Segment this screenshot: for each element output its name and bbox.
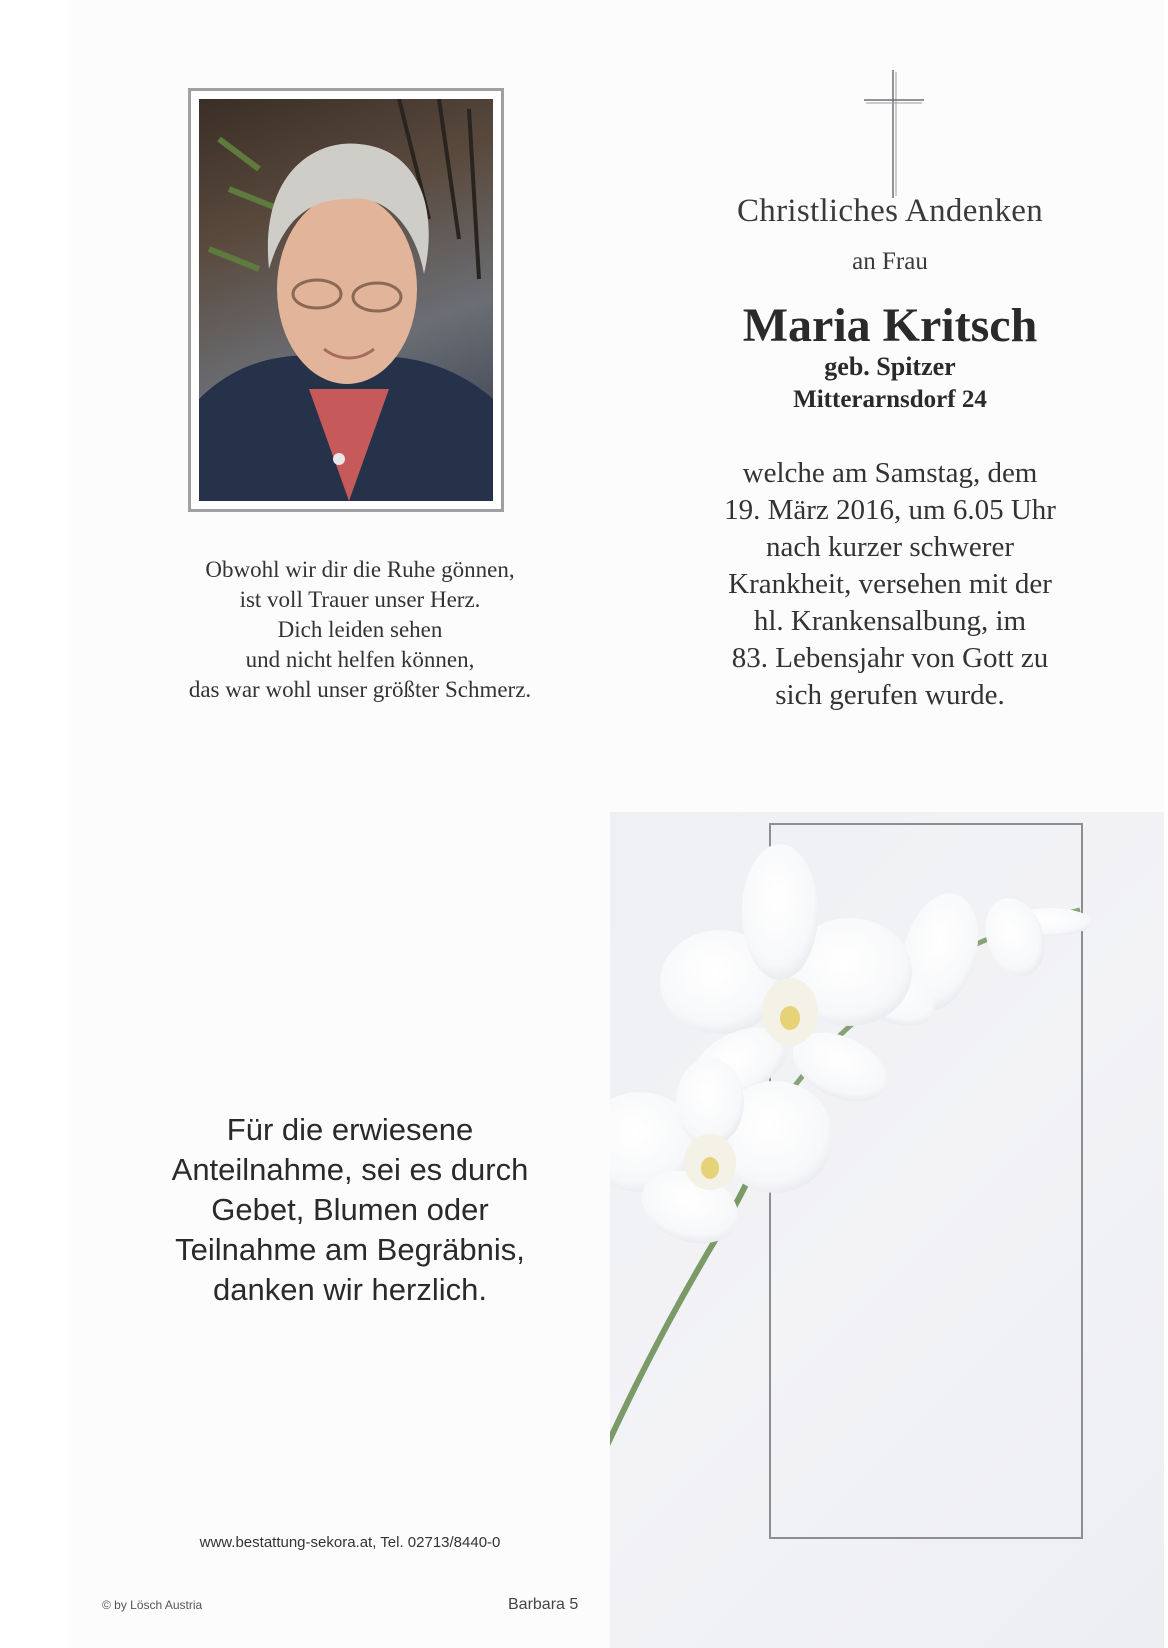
orchid-panel [610, 812, 1164, 1648]
salutation: an Frau [852, 248, 928, 275]
notice-line: hl. Krankensalbung, im [753, 605, 1027, 637]
cross-icon [862, 70, 926, 200]
thanks-line: Teilnahme am Begräbnis, [175, 1232, 525, 1267]
portrait-photo [199, 99, 493, 501]
poem-line: Obwohl wir dir die Ruhe gönnen, [205, 557, 515, 582]
thanks-line: Anteilnahme, sei es durch [171, 1152, 529, 1187]
notice-line: nach kurzer schwerer [766, 531, 1014, 563]
card-heading: Christliches Andenken [736, 193, 1043, 229]
thanks-line: danken wir herzlich. [213, 1272, 487, 1307]
notice-line: Krankheit, versehen mit der [728, 568, 1052, 600]
maiden-name: geb. Spitzer [824, 352, 956, 381]
funeral-home-contact: www.bestattung-sekora.at, Tel. 02713/8440-0 [199, 1534, 501, 1551]
orchid-image [610, 812, 1164, 1648]
thanks-message [140, 1110, 560, 1310]
thanks-line: Für die erwiesene [226, 1112, 474, 1147]
poem-line: Dich leiden sehen [277, 617, 443, 642]
death-notice [690, 455, 1090, 714]
poem-line: das war wohl unser größter Schmerz. [188, 677, 532, 702]
poem-line: und nicht helfen können, [245, 647, 475, 672]
copyright-note: © by Lösch Austria [102, 1598, 203, 1612]
poem-line: ist voll Trauer unser Herz. [239, 587, 481, 612]
notice-line: welche am Samstag, dem [742, 457, 1038, 489]
portrait-photo-frame [188, 88, 504, 512]
card-model-label: Barbara 5 [508, 1596, 579, 1613]
memorial-poem [130, 555, 590, 705]
notice-line: 83. Lebensjahr von Gott zu [731, 642, 1049, 674]
notice-line: 19. März 2016, um 6.05 Uhr [724, 494, 1056, 526]
notice-line: sich gerufen wurde. [775, 679, 1005, 711]
thanks-line: Gebet, Blumen oder [211, 1192, 489, 1227]
residence-address: Mitterarnsdorf 24 [793, 386, 987, 413]
deceased-name: Maria Kritsch [742, 299, 1038, 352]
